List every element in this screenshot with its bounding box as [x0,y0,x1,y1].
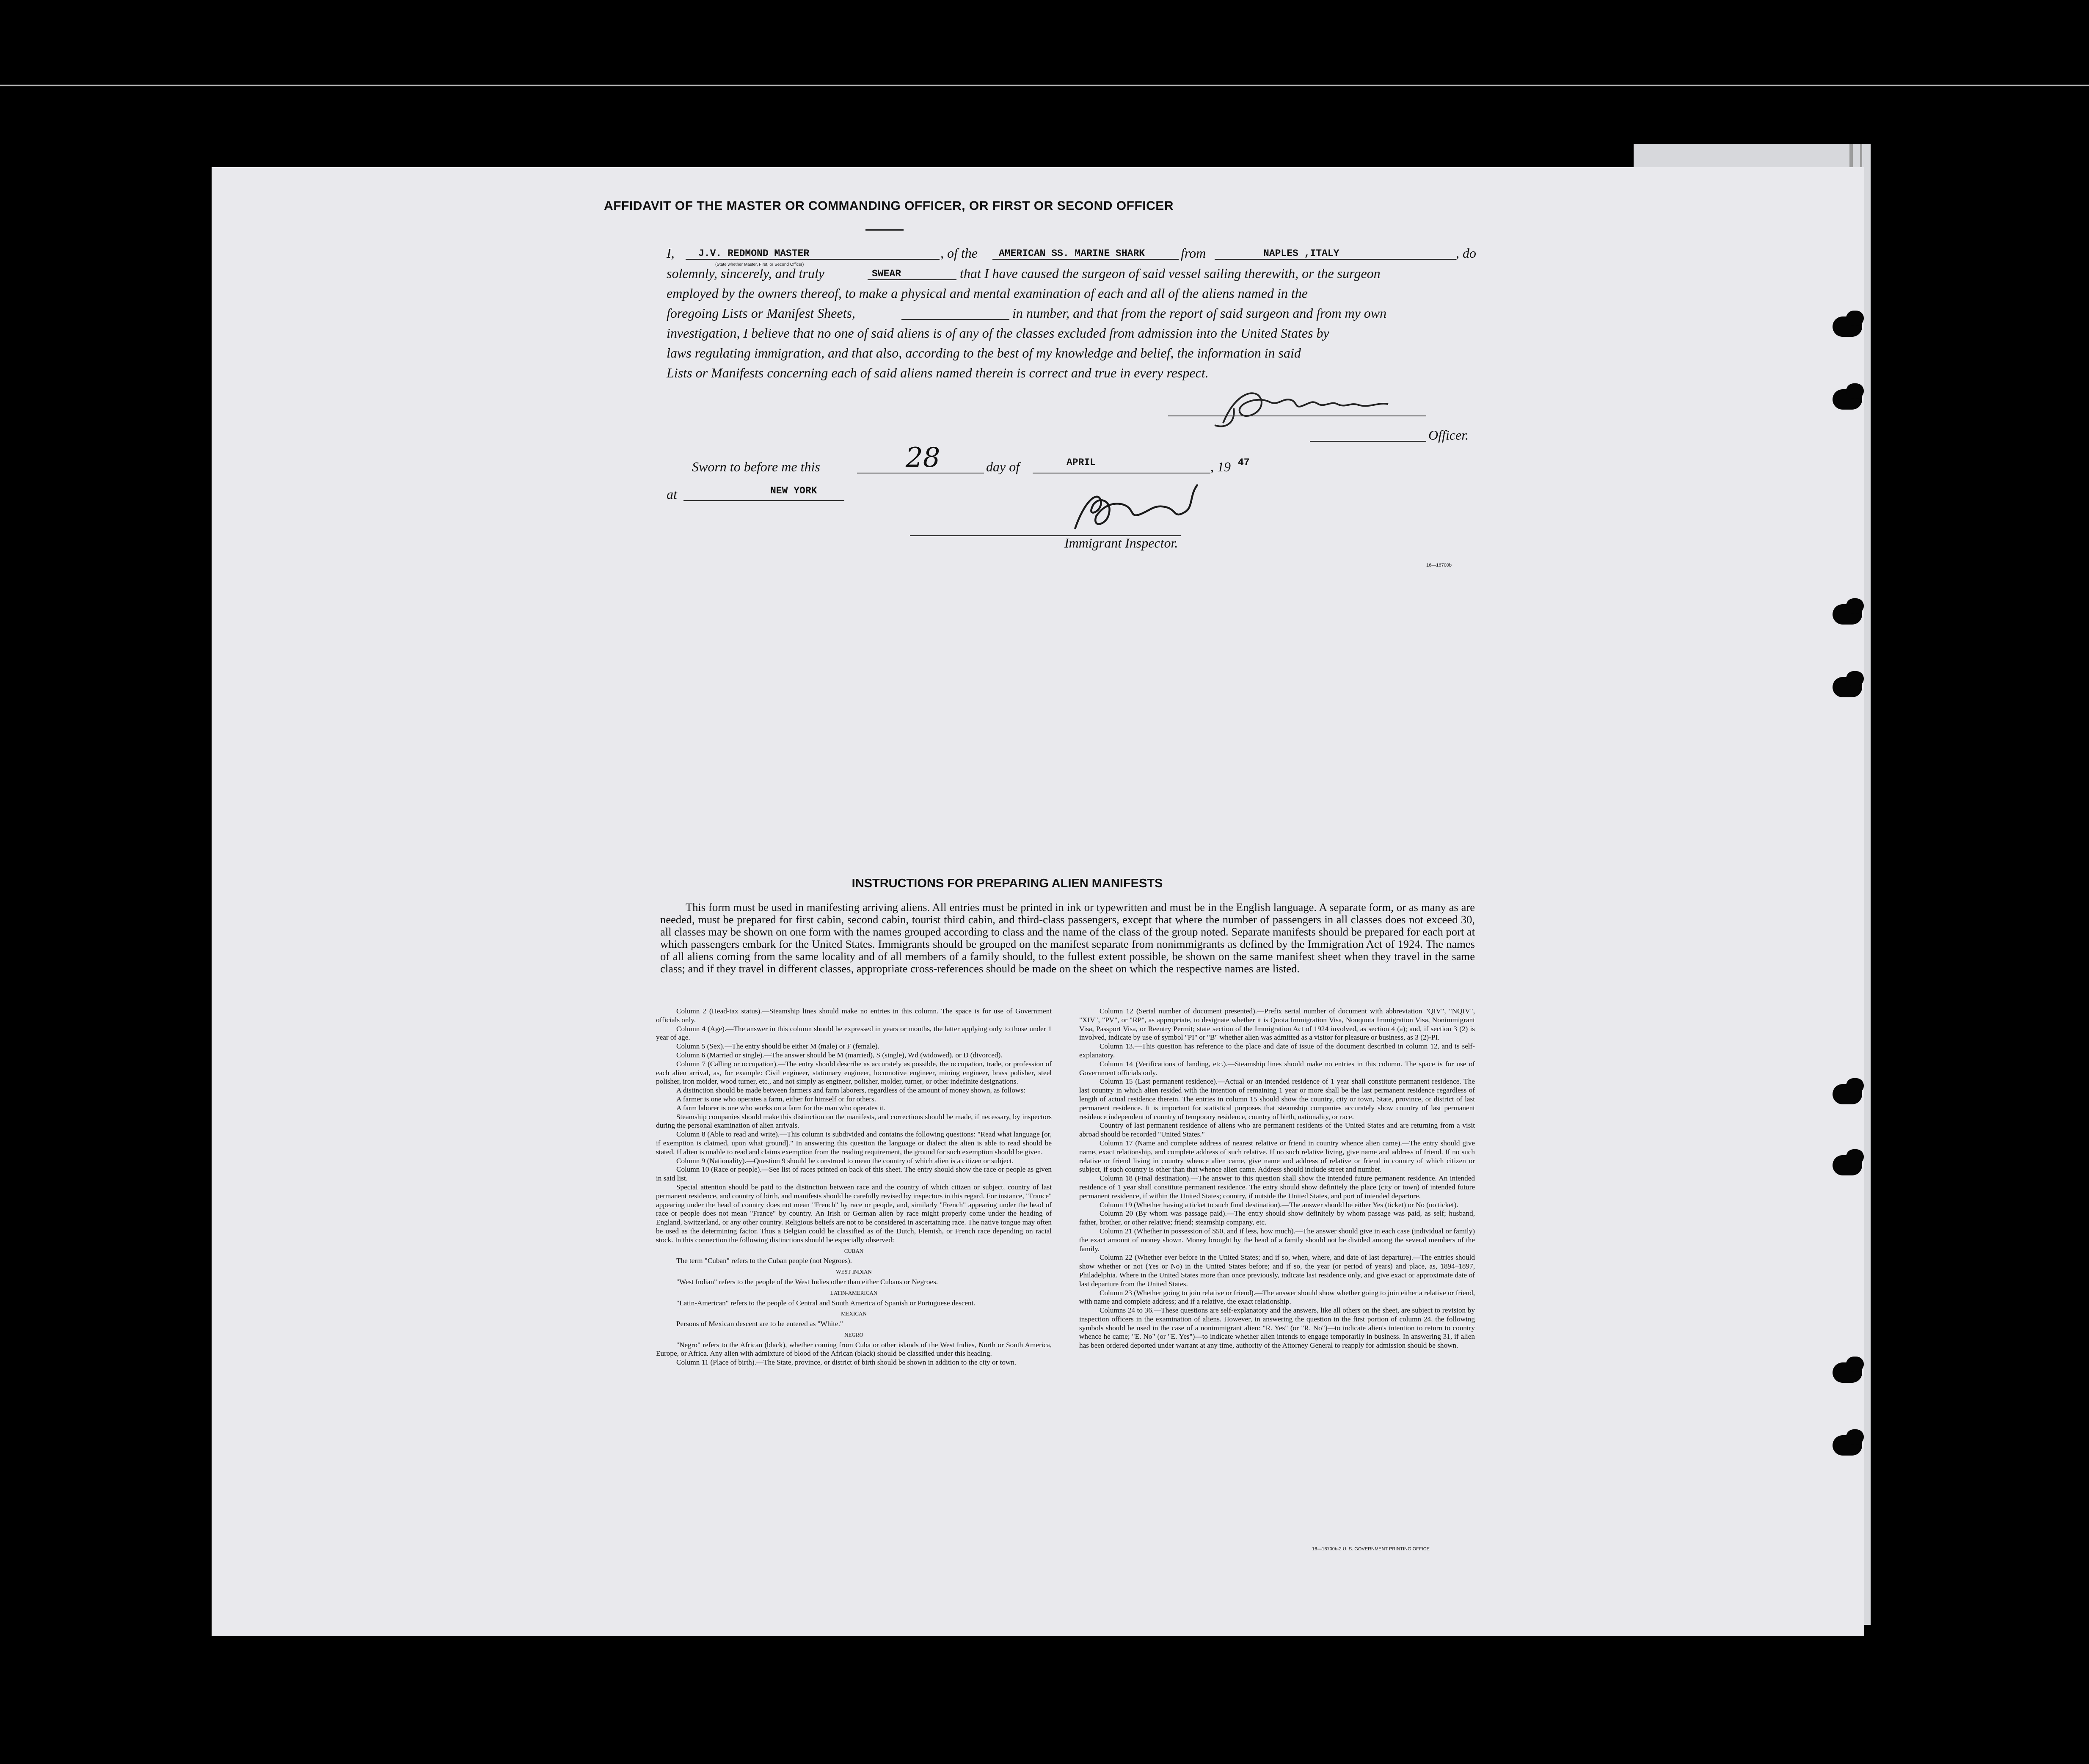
officer-line [1310,441,1426,442]
binder-hole [1833,1435,1862,1456]
affidavit-word-of-the: , of the [940,245,978,261]
instruction-paragraph: Column 23 (Whether going to join relative or friend).—The answer should show whether going to join either a relative or friend, with name and complete address; and if a relative, the exact relationship. [1079,1288,1475,1306]
at-place: NEW YORK [770,485,817,496]
inspector-signature [1067,478,1206,537]
instruction-paragraph: Column 21 (Whether in possession of $50, and if less, how much).—The answer should give in each case (individual or family) the exact amount of money shown. Money brought by the head of a family should not be divided among the several members of the family. [1079,1227,1475,1253]
instruction-paragraph: "West Indian" refers to the people of the West Indies other than either Cubans or Negroes. [676,1277,938,1286]
instruction-paragraph: Persons of Mexican descent are to be entered as "White." [676,1320,843,1328]
port-line [1215,259,1456,260]
affidavit-word-from: from [1181,245,1206,261]
instruction-paragraph: Column 12 (Serial number of document presented).—Prefix serial number of document with abbreviation "QIV", "NQIV", "XIV", "PV", or "RP", as appropriate, to designate whether it is Quota Immigration Visa, Nonquota Immigration Visa, Nonimmigrant Visa, Passport Visa, or Reentry Permit; state section of the Immigration Act of 1924 involved, as section 4 (a); and, if section 3 (2) is involved, indicate by use of symbol "PI" or "B" whether alien was admitted as a visitor for pleasure or business, as 3 (2)-PI. [1079,1007,1475,1042]
instructions-left-column [656,1007,1052,1367]
affidavit-word-i: I, [667,245,675,261]
instruction-paragraph: Steamship companies should make this distinction on the manifests, and corrections should be made, if necessary, by inspectors during the personal examination of alien arrivals. [656,1112,1052,1130]
instruction-paragraph: Special attention should be paid to the distinction between race and the country of which citizen or subject, country of last permanent residence, and country of birth, and manifests should be carefully revised by inspectors in this regard. For instance, "France" appearing under the head of country does not mean "French" by race or people, and, similarly "French" appearing under the head of race or people does not mean "France" by country. An Irish or German alien by race might properly come under the heading of England, Switzerland, or any other country. Religious beliefs are not to be considered in ascertaining race. The native tongue may often be used as the determining factor. Thus a Belgian could be classified as of the Dutch, Flemish, or French race depending on racial stock. In this connection the following distinctions should be especially observed: [656,1183,1052,1244]
affidavit-line-7: Lists or Manifests concerning each of said aliens named therein is correct and true in every respect. [667,365,1209,380]
instructions-intro: This form must be used in manifesting arriving aliens. All entries must be printed in ink or typewritten and must be in the English language. A separate form, or as many as are needed, must be prepared for first cabin, second cabin, tourist third cabin, and third-class passengers, except that where the number of passengers in all classes does not exceed 30, all classes may be shown on one form with the names grouped according to class and the name of the class of the group noted. Separate manifests should be prepared for each port at which passengers embark for the United States. Immigrants should be grouped on the manifest separate from nonimmigrants as defined by the Immigration Act of 1924. The names of all aliens coming from the same locality and of all members of a family should, to the fullest extent possible, be shown on the same manifest sheet when they travel in the same class; and if they travel in different classes, appropriate cross-references should be made on the sheet on which the respective names are listed. [660,901,1475,975]
binder-hole [1833,316,1862,337]
instruction-paragraph: "Negro" refers to the African (black), whether coming from Cuba or other islands of the West Indies, North or South America, Europe, or Africa. Any alien with admixture of blood of the African (black) should be classified under this heading. [656,1340,1052,1358]
instruction-paragraph: A farm laborer is one who works on a farm for the man who operates it. [676,1104,885,1112]
instruction-paragraph: Column 19 (Whether having a ticket to such final destination).—The answer should be either Yes (ticket) or No (no ticket). [1100,1200,1458,1209]
vessel-line [992,259,1179,260]
instruction-paragraph: Column 14 (Verifications of landing, etc.).—Steamship lines should make no entries in this column. The space is for use of Government officials only. [1079,1060,1475,1077]
affidavit-line-2a: solemnly, sincerely, and truly [667,266,824,281]
binder-hole [1833,1155,1862,1175]
instruction-paragraph: The term "Cuban" refers to the Cuban people (not Negroes). [676,1257,852,1265]
officer-name-line [686,259,940,260]
oath-line [868,279,956,280]
affidavit-line-2b: that I have caused the surgeon of said vessel sailing therewith, or the surgeon [960,266,1381,281]
affidavit-line-6: laws regulating immigration, and that also, according to the best of my knowledge and belief, the information in said [667,345,1301,361]
port-name: NAPLES ,ITALY [1263,248,1339,259]
instructions-right-column [1079,1007,1475,1350]
at-place-line [683,500,844,501]
binder-hole [1833,1084,1862,1104]
affidavit-line-4b: in number, and that from the report of said surgeon and from my own [1012,305,1387,321]
instruction-paragraph: Column 13.—This question has reference to the place and date of issue of the document described in column 12, and is self-explanatory. [1079,1042,1475,1059]
instruction-paragraph: Country of last permanent residence of aliens who are permanent residents of the United States and are returning from a visit abroad should be recorded "United States." [1079,1121,1475,1139]
at-label: at [667,487,677,502]
affidavit-line-5: investigation, I believe that no one of said aliens is of any of the classes excluded from admission into the United States by [667,325,1329,341]
inspector-signature-text: AJurek [1067,478,1068,479]
instruction-paragraph: Column 17 (Name and complete address of nearest relative or friend in country whence alien came).—The entry should give name, exact relationship, and complete address of such relative. If no such relative living, give name and address of friend. If no such relative or friend living in country whence alien came, give name and address of relative or friend in country of which citizen or subject, if such country is other than that whence alien came. Address should include street and number. [1079,1139,1475,1174]
officer-label: Officer. [1428,427,1469,443]
binder-hole [1833,677,1862,697]
instruction-paragraph: Column 2 (Head-tax status).—Steamship lines should make no entries in this column. The space is for use of Government officials only. [656,1007,1052,1024]
affidavit-line-3: employed by the owners thereof, to make a physical and mental examination of each and all of the aliens named in the [667,286,1308,301]
instruction-paragraph: Column 6 (Married or single).—The answer should be M (married), S (single), Wd (widowed), or D (divorced). [676,1051,1003,1059]
top-edge-line [0,85,2089,86]
instruction-paragraph: Column 4 (Age).—The answer in this column should be expressed in years or months, the latter applying only to those under 1 year of age. [656,1024,1052,1042]
instruction-paragraph: Column 18 (Final destination).—The answer to this question shall show the intended future permanent residence. An intended residence of 1 year shall constitute permanent residence. The entry should show definitely the place (city or town) of intended future permanent residence, if within the United States; country, if outside the United States, and port of intended departure. [1079,1174,1475,1200]
affidavit-line-4a: foregoing Lists or Manifest Sheets, [667,305,855,321]
binder-hole [1833,1362,1862,1383]
heading-west-indian: WEST INDIAN [836,1269,872,1275]
binder-hole [1833,389,1862,410]
instruction-paragraph: Column 5 (Sex).—The entry should be either M (male) or F (female). [676,1042,879,1051]
instruction-paragraph: A farmer is one who operates a farm, either for himself or for others. [676,1095,876,1103]
instruction-paragraph: Column 10 (Race or people).—See list of races printed on back of this sheet. The entry should show the race or people as given in said list. [656,1165,1052,1183]
officer-name: J.V. REDMOND MASTER [698,248,810,259]
instruction-paragraph: Column 11 (Place of birth).—The State, province, or district of birth should be shown in addition to the city or town. [676,1358,1017,1367]
inspector-label: Immigrant Inspector. [1064,535,1178,550]
sworn-text-a: Sworn to before me this [692,459,820,474]
instruction-paragraph: "Latin-American" refers to the people of Central and South America of Spanish or Portuguese descent. [676,1299,976,1307]
instruction-paragraph: Column 8 (Able to read and write).—This column is subdivided and contains the following questions: "Read what language [or, if exemption is claimed, upon what ground]." In answering this question the language or dialect the alien is able to read should be stated. If alien is unable to read and claims exemption from the reading requirement, the ground for such exemption should be given. [656,1130,1052,1156]
instruction-paragraph: Column 7 (Calling or occupation).—The entry should describe as accurately as possible, the occupation, trade, or profession of each alien arrival, as, for example: Civil engineer, stationary engineer, locomotive engineer, mining engineer, brass polisher, steel polisher, iron molder, wood turner, etc., and not simply as engineer, polisher, molder, turner, or other indefinite designations. [656,1060,1052,1086]
sworn-year: 47 [1238,457,1250,468]
printing-office-footer: 16—16700b-2 U. S. GOVERNMENT PRINTING OFFICE [1312,1547,1430,1552]
sworn-text-b: day of [986,459,1020,474]
instruction-paragraph: Column 20 (By whom was passage paid).—The entry should show definitely by whom passage was paid, as self; husband, father, brother, or other relative; friend; steamship company, etc. [1079,1209,1475,1227]
heading-mexican: MEXICAN [841,1310,867,1317]
heading-cuban: CUBAN [844,1247,864,1254]
instructions-title: INSTRUCTIONS FOR PREPARING ALIEN MANIFESTS [852,877,1163,890]
instruction-paragraph: Columns 24 to 36.—These questions are self-explanatory and the answers, like all others on the sheet, are subject to revision by inspection officers in the examination of aliens. However, in answering the question in the first portion of column 24, the following symbols should be used in the case of a nonimmigrant alien: "R. Yes" (or "R. No")—to indicate alien's intention to return to country whence he came; "E. No" (or "E. Yes")—to indicate whether alien intends to engage temporarily in business. In answering 31, if alien has been ordered deported under warrant at any time, authority of the Attorney General to reapply for admission should be shown. [1079,1306,1475,1350]
sworn-day: 28 [906,442,940,473]
sworn-text-c: , 19 [1210,459,1231,474]
binder-hole [1833,604,1862,625]
heading-latin-american: LATIN-AMERICAN [830,1289,878,1296]
aliens-count-line [901,319,1009,320]
instruction-paragraph: Column 22 (Whether ever before in the United States; and if so, when, where, and date of last departure).—The entries should show whether or not (Yes or No) in the United States before; and if so, the year (or period of years) and place, as, 1894–1897, Philadelphia. Where in the United States more than once previously, indicate last residence only, and give exact or approximate date of last departure from the United States. [1079,1253,1475,1288]
title-rule [865,229,904,231]
heading-negro: NEGRO [844,1331,863,1338]
instruction-paragraph: Column 9 (Nationality).—Question 9 should be construed to mean the country of which alien is a citizen or subject. [676,1156,1014,1165]
affidavit-word-do: , do [1456,245,1476,261]
role-note: (State whether Master, First, or Second Officer) [715,262,804,267]
affidavit-title: AFFIDAVIT OF THE MASTER OR COMMANDING OFFICER, OR FIRST OR SECOND OFFICER [604,199,1174,213]
form-number: 16—16700b [1426,563,1452,568]
oath-word: SWEAR [872,268,901,279]
sworn-month: APRIL [1067,457,1096,468]
instruction-paragraph: A distinction should be made between farmers and farm laborers, regardless of the amount of money shown, as follows: [676,1086,1025,1095]
vessel-name: AMERICAN SS. MARINE SHARK [999,248,1145,259]
instruction-paragraph: Column 15 (Last permanent residence).—Actual or an intended residence of 1 year shall constitute permanent residence. The last country in which alien resided with the intention of remaining 1 year or more shall be the last permanent residence regardless of length of actual residence therein. The entries in column 15 should show the country, city or town, State, province, or district of last permanent residence. It is important for statistical purposes that steamship companies accurately show country of last permanent residence independent of country of temporary residence, country of birth, nationality, or race. [1079,1077,1475,1121]
officer-signature [1210,383,1405,434]
